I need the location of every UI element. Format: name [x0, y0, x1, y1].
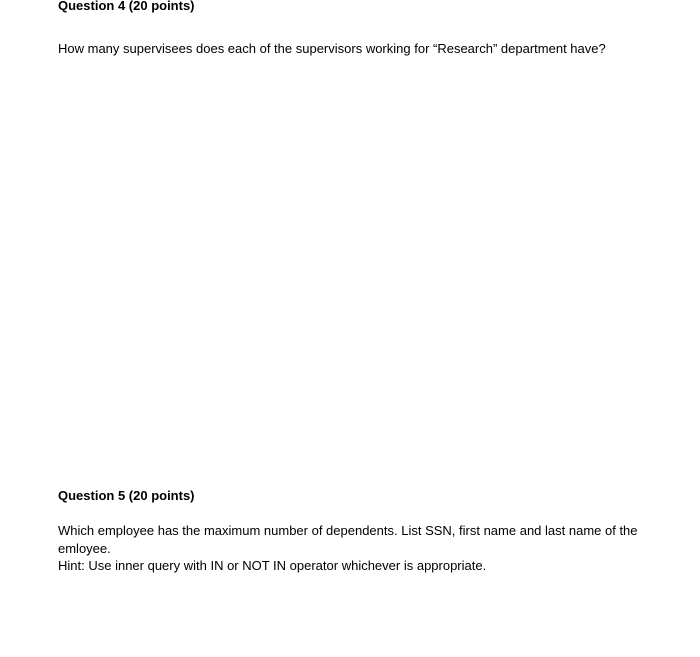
question-5-heading: Question 5 (20 points): [58, 488, 195, 503]
question-5-text: Which employee has the maximum number of dependents. List SSN, first name and last name of the emloyee.: [58, 523, 638, 556]
question-4-text: How many supervisees does each of the supervisors working for “Research” department have?: [58, 41, 606, 56]
question-4-heading: Question 4 (20 points): [58, 0, 195, 13]
question-5-hint: Hint: Use inner query with IN or NOT IN operator whichever is appropriate.: [58, 558, 487, 573]
